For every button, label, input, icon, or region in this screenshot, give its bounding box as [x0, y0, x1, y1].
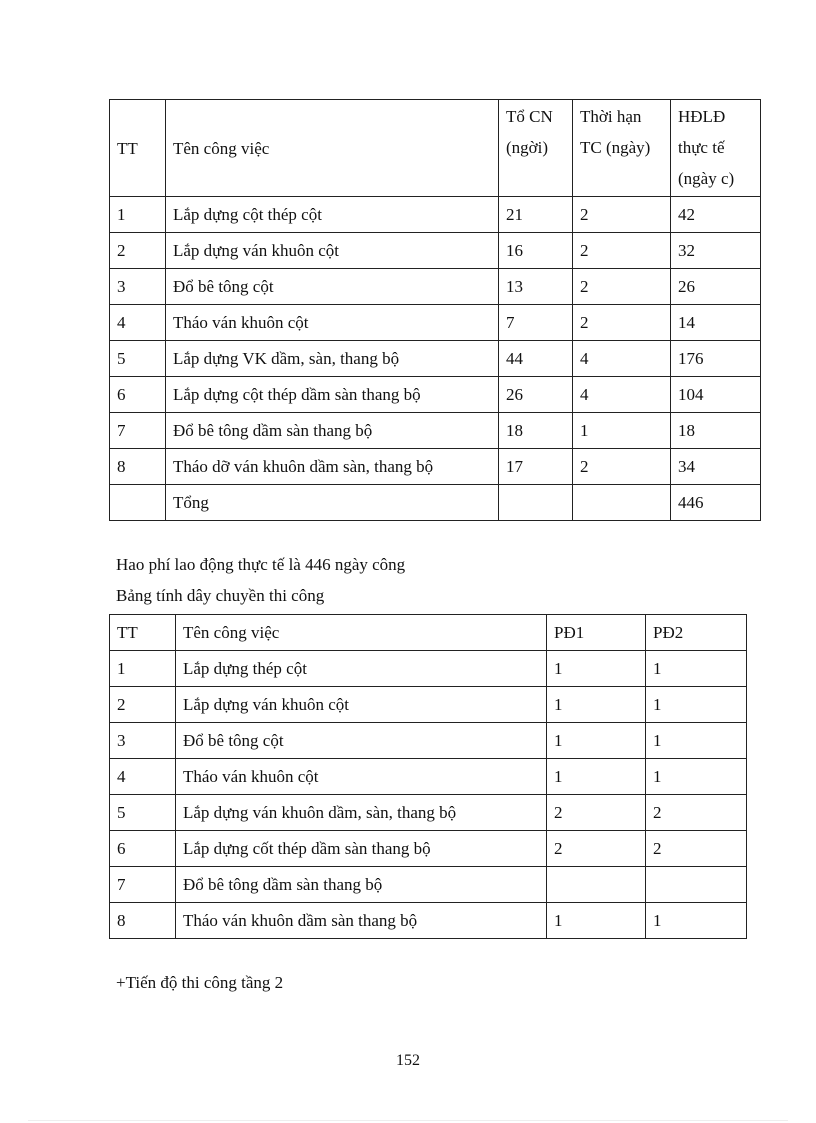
table-header-row	[110, 100, 761, 197]
table-row	[110, 687, 747, 723]
cell-pd1: 2	[547, 831, 646, 867]
cell-task-name: Lắp dựng VK dầm, sàn, thang bộ	[166, 341, 499, 377]
cell-pd2	[646, 867, 747, 903]
cell-tt: 1	[110, 651, 176, 687]
table-row	[110, 413, 761, 449]
header-tt: TT	[110, 100, 166, 197]
table-row	[110, 233, 761, 269]
cell-total-label: Tổng	[166, 485, 499, 521]
cell-days: 2	[573, 269, 671, 305]
cell-crew-empty	[499, 485, 573, 521]
header-pd1: PĐ1	[547, 615, 646, 651]
header-crew-line1: Tổ CN	[506, 107, 553, 126]
cell-task-name: Đổ bê tông dầm sàn thang bộ	[176, 867, 547, 903]
cell-task-name: Đổ bê tông cột	[166, 269, 499, 305]
cell-crew: 16	[499, 233, 573, 269]
cell-pd1: 1	[547, 759, 646, 795]
cell-total-actual: 446	[671, 485, 761, 521]
cell-actual: 176	[671, 341, 761, 377]
cell-days: 2	[573, 197, 671, 233]
cell-tt: 4	[110, 305, 166, 341]
cell-task-name: Lắp dựng cột thép cột	[166, 197, 499, 233]
cell-actual: 42	[671, 197, 761, 233]
table-row	[110, 651, 747, 687]
page-bottom-divider	[28, 1120, 788, 1121]
cell-pd2: 2	[646, 795, 747, 831]
cell-actual: 14	[671, 305, 761, 341]
cell-tt: 1	[110, 197, 166, 233]
labor-cost-table	[109, 99, 761, 521]
table-row	[110, 903, 747, 939]
header-actual-line1: HĐLĐ	[678, 107, 726, 126]
table-row	[110, 197, 761, 233]
cell-tt-empty	[110, 485, 166, 521]
cell-task-name: Lắp dựng cốt thép dầm sàn thang bộ	[176, 831, 547, 867]
cell-tt: 8	[110, 903, 176, 939]
header-crew	[499, 100, 573, 197]
cell-task-name: Lắp dựng ván khuôn cột	[166, 233, 499, 269]
cell-tt: 3	[110, 269, 166, 305]
table-row	[110, 795, 747, 831]
cell-tt: 6	[110, 831, 176, 867]
cell-task-name: Tháo ván khuôn dầm sàn thang bộ	[176, 903, 547, 939]
cell-tt: 2	[110, 233, 166, 269]
header-task-name: Tên công việc	[176, 615, 547, 651]
table-row	[110, 867, 747, 903]
cell-crew: 17	[499, 449, 573, 485]
table-header-row	[110, 615, 747, 651]
cell-days: 2	[573, 305, 671, 341]
cell-days: 1	[573, 413, 671, 449]
cell-pd2: 1	[646, 723, 747, 759]
table-row	[110, 759, 747, 795]
header-duration-line1: Thời hạn	[580, 107, 642, 126]
production-line-table	[109, 614, 747, 939]
cell-task-name: Tháo ván khuôn cột	[166, 305, 499, 341]
section-heading-floor2: +Tiến độ thi công tầng 2	[116, 973, 284, 992]
header-actual-line2: thực tế	[678, 138, 725, 157]
header-actual-line3: (ngày c)	[678, 169, 735, 188]
cell-task-name: Đổ bê tông dầm sàn thang bộ	[166, 413, 499, 449]
cell-tt: 2	[110, 687, 176, 723]
cell-tt: 3	[110, 723, 176, 759]
cell-tt: 5	[110, 341, 166, 377]
table-row	[110, 449, 761, 485]
table-row	[110, 269, 761, 305]
cell-pd2: 1	[646, 651, 747, 687]
header-duration	[573, 100, 671, 197]
cell-days: 2	[573, 449, 671, 485]
cell-tt: 6	[110, 377, 166, 413]
cell-days: 4	[573, 341, 671, 377]
cell-tt: 5	[110, 795, 176, 831]
cell-task-name: Lắp dựng cột thép dầm sàn thang bộ	[166, 377, 499, 413]
cell-days-empty	[573, 485, 671, 521]
cell-tt: 8	[110, 449, 166, 485]
cell-pd1: 1	[547, 903, 646, 939]
cell-pd1	[547, 867, 646, 903]
cell-pd2: 1	[646, 687, 747, 723]
cell-crew: 26	[499, 377, 573, 413]
cell-pd1: 1	[547, 651, 646, 687]
cell-actual: 26	[671, 269, 761, 305]
cell-pd2: 1	[646, 903, 747, 939]
cell-task-name: Lắp dựng thép cột	[176, 651, 547, 687]
table-row	[110, 831, 747, 867]
cell-actual: 34	[671, 449, 761, 485]
cell-crew: 21	[499, 197, 573, 233]
header-duration-line2: TC (ngày)	[580, 138, 651, 157]
table-row	[110, 305, 761, 341]
cell-tt: 7	[110, 413, 166, 449]
cell-pd2: 2	[646, 831, 747, 867]
cell-actual: 104	[671, 377, 761, 413]
cell-pd1: 1	[547, 687, 646, 723]
cell-pd1: 1	[547, 723, 646, 759]
table-row	[110, 341, 761, 377]
table-row	[110, 723, 747, 759]
table-total-row	[110, 485, 761, 521]
cell-crew: 44	[499, 341, 573, 377]
cell-pd1: 2	[547, 795, 646, 831]
header-actual-labor	[671, 100, 761, 197]
page-number: 152	[396, 1052, 420, 1069]
cell-task-name: Lắp dựng ván khuôn dầm, sàn, thang bộ	[176, 795, 547, 831]
header-task-name: Tên công việc	[166, 100, 499, 197]
header-pd2: PĐ2	[646, 615, 747, 651]
header-tt: TT	[110, 615, 176, 651]
cell-crew: 18	[499, 413, 573, 449]
cell-tt: 4	[110, 759, 176, 795]
cell-actual: 18	[671, 413, 761, 449]
cell-task-name: Lắp dựng ván khuôn cột	[176, 687, 547, 723]
cell-days: 4	[573, 377, 671, 413]
cell-pd2: 1	[646, 759, 747, 795]
labor-summary-text: Hao phí lao động thực tế là 446 ngày công	[116, 555, 406, 574]
table2-caption: Bảng tính dây chuyền thi công	[116, 586, 325, 605]
cell-crew: 13	[499, 269, 573, 305]
cell-task-name: Tháo ván khuôn cột	[176, 759, 547, 795]
cell-actual: 32	[671, 233, 761, 269]
cell-task-name: Đổ bê tông cột	[176, 723, 547, 759]
cell-task-name: Tháo dỡ ván khuôn dầm sàn, thang bộ	[166, 449, 499, 485]
cell-crew: 7	[499, 305, 573, 341]
table-row	[110, 377, 761, 413]
cell-days: 2	[573, 233, 671, 269]
cell-tt: 7	[110, 867, 176, 903]
header-crew-line2: (ngời)	[506, 138, 549, 157]
